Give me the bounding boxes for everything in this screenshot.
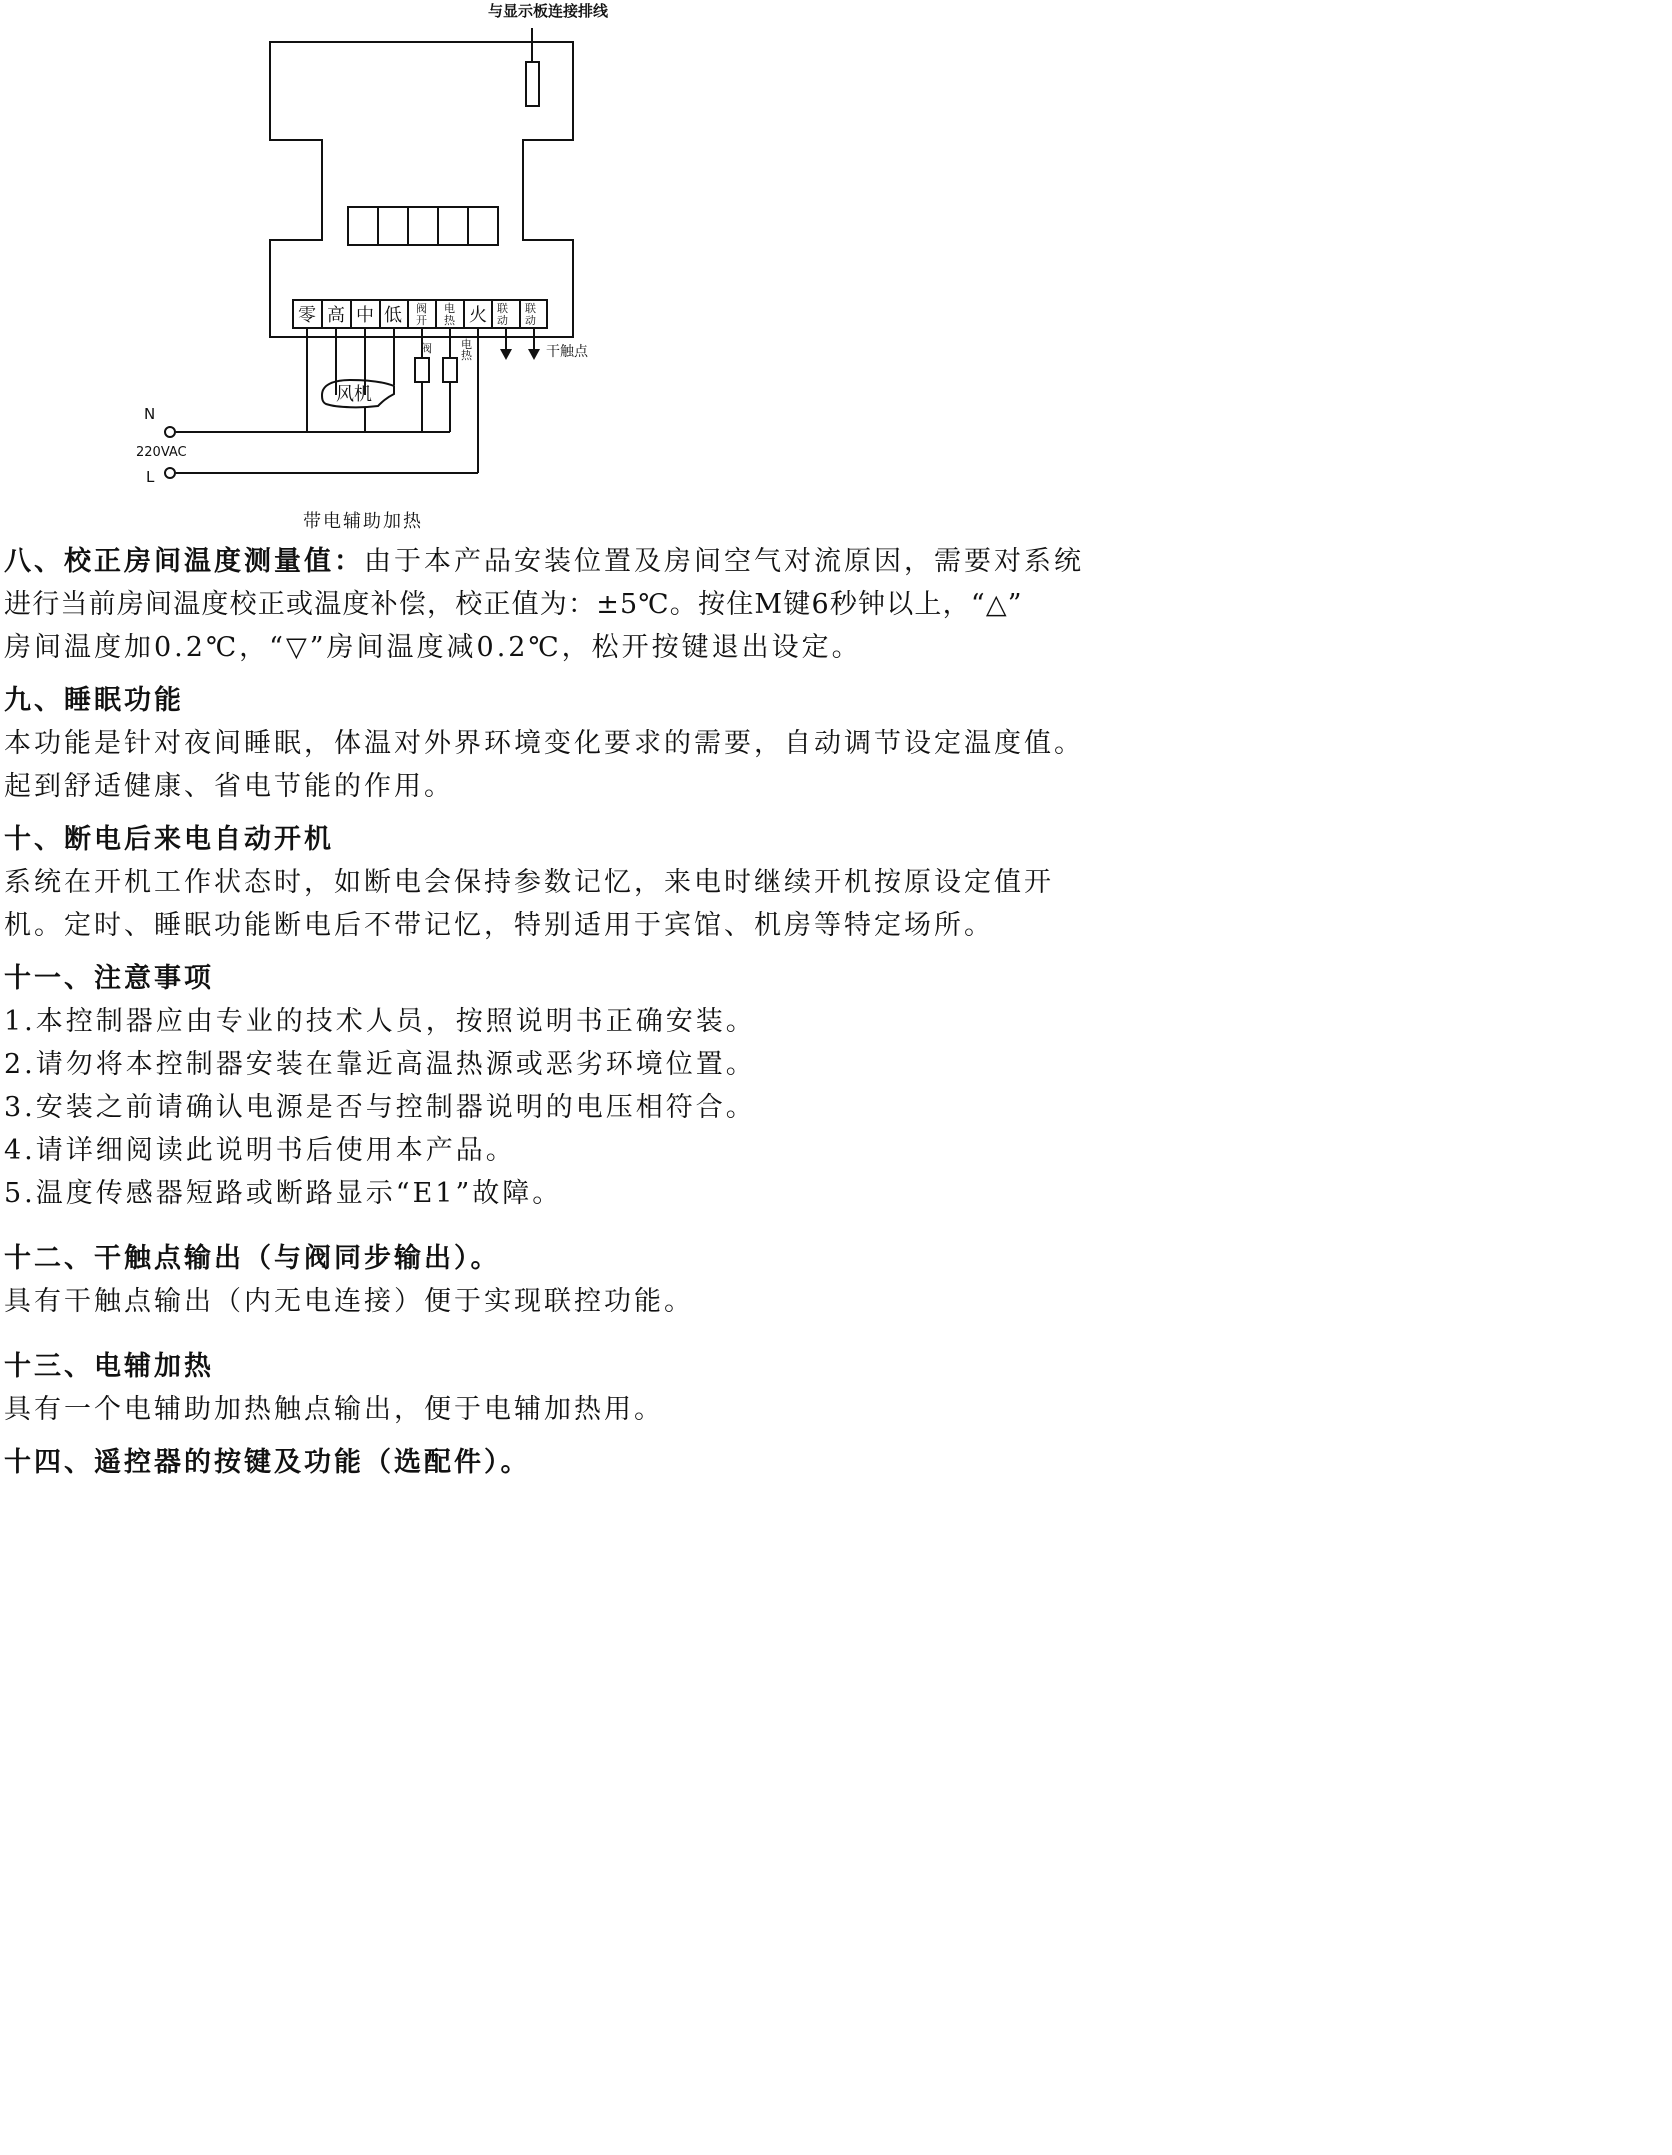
terminal-label-link-1-first-char: 联 [497, 302, 508, 315]
valve-label: 阀 [421, 342, 432, 355]
section-10-heading: 十、断电后来电自动开机 [4, 824, 334, 855]
section-14 [4, 1441, 1166, 1484]
terminal-label-valve-open-text: 阀 [416, 302, 427, 315]
section-9 [4, 679, 1166, 808]
terminal-label-heater-text-second-char: 热 [444, 314, 455, 327]
heater-coil [443, 358, 457, 382]
fan-label: 风机 [336, 384, 372, 405]
terminal-label-live: 火 [469, 305, 487, 326]
section-10-line-2: 机。定时、睡眠功能断电后不带记忆，特别适用于宾馆、机房等特定场所。 [4, 910, 994, 941]
section-12-heading: 十二、干触点输出（与阀同步输出）。 [4, 1243, 501, 1274]
heater-label [461, 337, 473, 362]
terminal-label-link-1 [497, 302, 508, 327]
terminal-label-heater [444, 301, 459, 327]
terminal-label-high: 高 [327, 305, 345, 326]
section-12 [4, 1237, 1166, 1323]
terminal-label-heater-text: 电 [444, 302, 455, 315]
section-9-line-1: 本功能是针对夜间睡眠，体温对外界环境变化要求的需要，自动调节设定温度值。 [4, 728, 1084, 759]
dry-contact-label: 干触点 [546, 344, 588, 360]
diagram-caption: 带电辅助加热 [303, 511, 423, 532]
terminal-label-mid: 中 [356, 305, 374, 326]
section-11-line-3: 3.安装之前请确认电源是否与控制器说明的电压相符合。 [4, 1092, 756, 1123]
section-12-line-1: 具有干触点输出（内无电连接）便于实现联控功能。 [4, 1286, 694, 1317]
voltage-label: 220VAC [136, 445, 187, 460]
terminal-label-neutral: 零 [298, 305, 316, 326]
terminal-label-valve-open [416, 301, 431, 327]
section-11-line-4: 4.请详细阅读此说明书后使用本产品。 [4, 1135, 516, 1166]
section-9-line-2: 起到舒适健康、省电节能的作用。 [4, 771, 454, 802]
l-label: L [146, 468, 155, 486]
wiring-diagram [0, 0, 1170, 540]
section-11-heading: 十一、注意事项 [4, 963, 214, 994]
dry-contact-arrows [500, 349, 540, 360]
terminal-label-valve-open-text-second-char: 开 [416, 314, 427, 327]
n-label: N [144, 405, 156, 423]
section-9-heading: 九、睡眠功能 [4, 685, 184, 716]
section-8-line-2: 进行当前房间温度校正或温度补偿，校正值为：±5℃。按住M键6秒钟以上，“△” [4, 589, 1023, 620]
heater-label-second-char: 热 [461, 349, 472, 362]
board-outline [270, 42, 573, 337]
terminal-label-link-1-second-char: 动 [497, 314, 508, 327]
section-13-line-1: 具有一个电辅助加热触点输出，便于电辅加热用。 [4, 1394, 664, 1425]
terminal-label-link-2-first-char: 联 [525, 302, 536, 315]
section-8 [4, 540, 1166, 669]
terminal-label-link-2 [525, 302, 536, 327]
heater-label-first-char: 电 [461, 338, 472, 351]
section-8-line-1 [4, 540, 1166, 583]
manual-text [4, 540, 1166, 1484]
valve-coil [415, 358, 429, 382]
section-11 [4, 957, 1166, 1215]
section-11-line-1: 1.本控制器应由专业的技术人员，按照说明书正确安装。 [4, 1006, 756, 1037]
terminal-label-low: 低 [384, 305, 402, 326]
section-8-line-3: 房间温度加0.2℃，“▽”房间温度减0.2℃，松开按键退出设定。 [4, 632, 862, 663]
terminal-label-link-2-second-char: 动 [525, 314, 536, 327]
section-8-text-1: 由于本产品安装位置及房间空气对流原因，需要对系统 [364, 546, 1084, 577]
display-connector [526, 62, 539, 106]
section-10 [4, 818, 1166, 947]
section-10-line-1: 系统在开机工作状态时，如断电会保持参数记忆，来电时继续开机按原设定值开 [4, 867, 1054, 898]
display-cable-label: 与显示板连接排线 [488, 2, 609, 20]
relay-block [348, 207, 498, 245]
n-terminal [165, 427, 175, 437]
section-14-heading: 十四、遥控器的按键及功能（选配件）。 [4, 1447, 531, 1478]
section-13-heading: 十三、电辅加热 [4, 1351, 214, 1382]
section-11-line-2: 2.请勿将本控制器安装在靠近高温热源或恶劣环境位置。 [4, 1049, 756, 1080]
l-terminal [165, 468, 175, 478]
section-8-heading: 八、校正房间温度测量值： [4, 546, 364, 577]
section-11-line-5: 5.温度传感器短路或断路显示“E1”故障。 [4, 1178, 563, 1209]
section-13 [4, 1345, 1166, 1431]
